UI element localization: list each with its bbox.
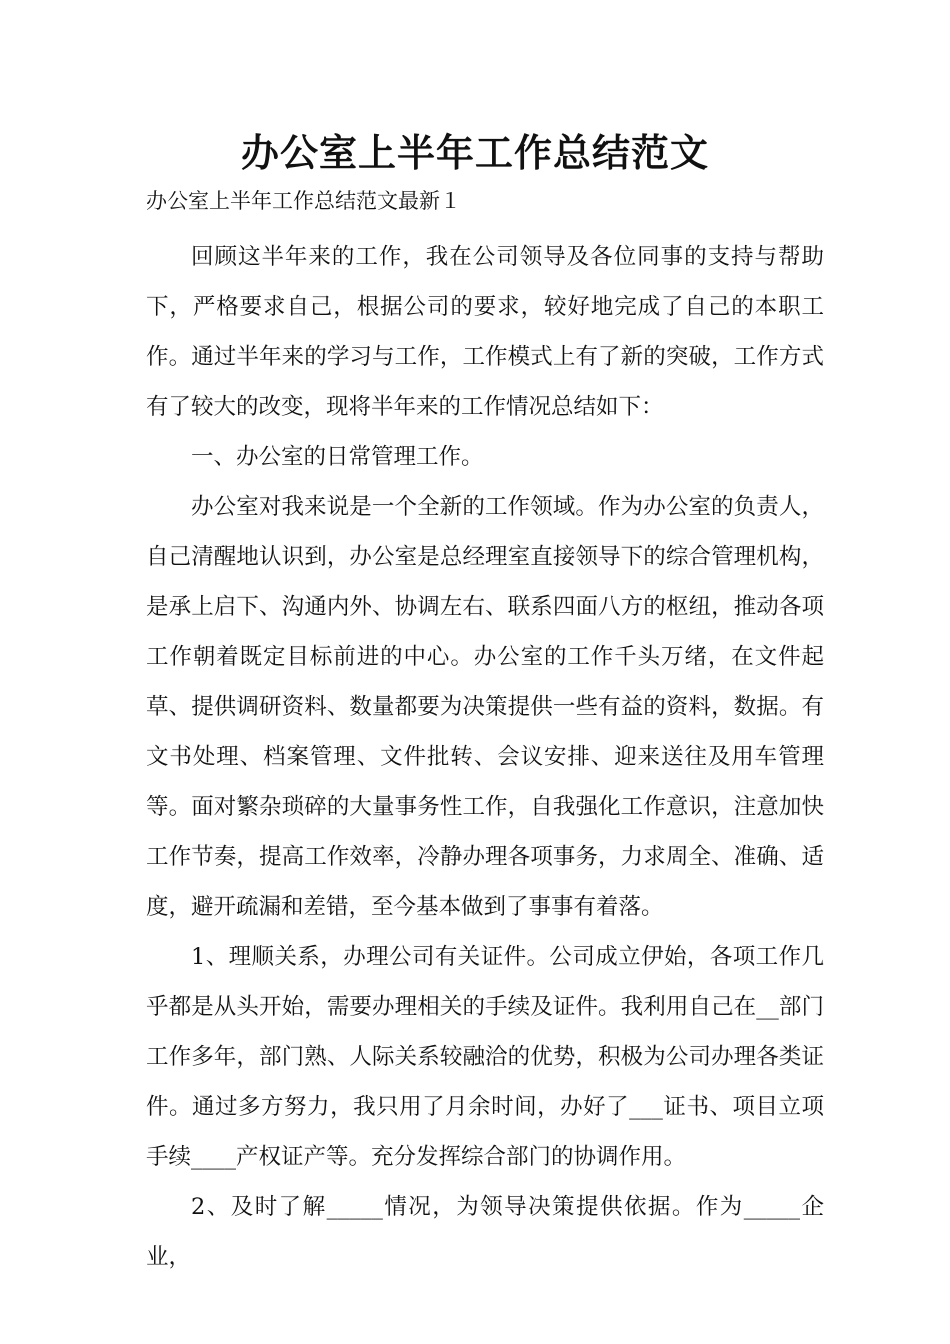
- document-title: 办公室上半年工作总结范文: [240, 130, 709, 175]
- paragraph: 办公室对我来说是一个全新的工作领域。作为办公室的负责人，自己清醒地认识到，办公室是总经理室直接领导下的综合管理机构，是承上启下、沟通内外、协调左右、联系四面八方的枢纽，推动各项工作朝着既定目标前进的中心。办公室的工作千头万绪，在文件起草、提供调研资料、数量都要为决策提供一些有益的资料，数据。有文书处理、档案管理、文件批转、会议安排、迎来送往及用车管理等。面对繁杂琐碎的大量事务性工作，自我强化工作意识，注意加快工作节奏，提高工作效率，冷静办理各项事务，力求周全、准确、适度，避开疏漏和差错，至今基本做到了事事有着落。: [146, 494, 824, 920]
- document-body: [146, 232, 824, 1282]
- paragraph: 1、理顺关系，办理公司有关证件。公司成立伊始，各项工作几乎都是从头开始，需要办理相关的手续及证件。我利用自己在__部门工作多年，部门熟、人际关系较融洽的优势，积极为公司办理各类证件。通过多方努力，我只用了月余时间，办好了___证书、项目立项手续____产权证产等。充分发挥综合部门的协调作用。: [146, 944, 824, 1170]
- document-subtitle: 办公室上半年工作总结范文最新１: [146, 189, 461, 213]
- section-heading: 一、办公室的日常管理工作。: [191, 444, 484, 470]
- paragraph: 2、及时了解_____情况，为领导决策提供依据。作为_____企业，: [146, 1194, 824, 1270]
- paragraph: 回顾这半年来的工作，我在公司领导及各位同事的支持与帮助下，严格要求自己，根据公司的要求，较好地完成了自己的本职工作。通过半年来的学习与工作，工作模式上有了新的突破，工作方式有了较大的改变，现将半年来的工作情况总结如下：: [146, 244, 824, 420]
